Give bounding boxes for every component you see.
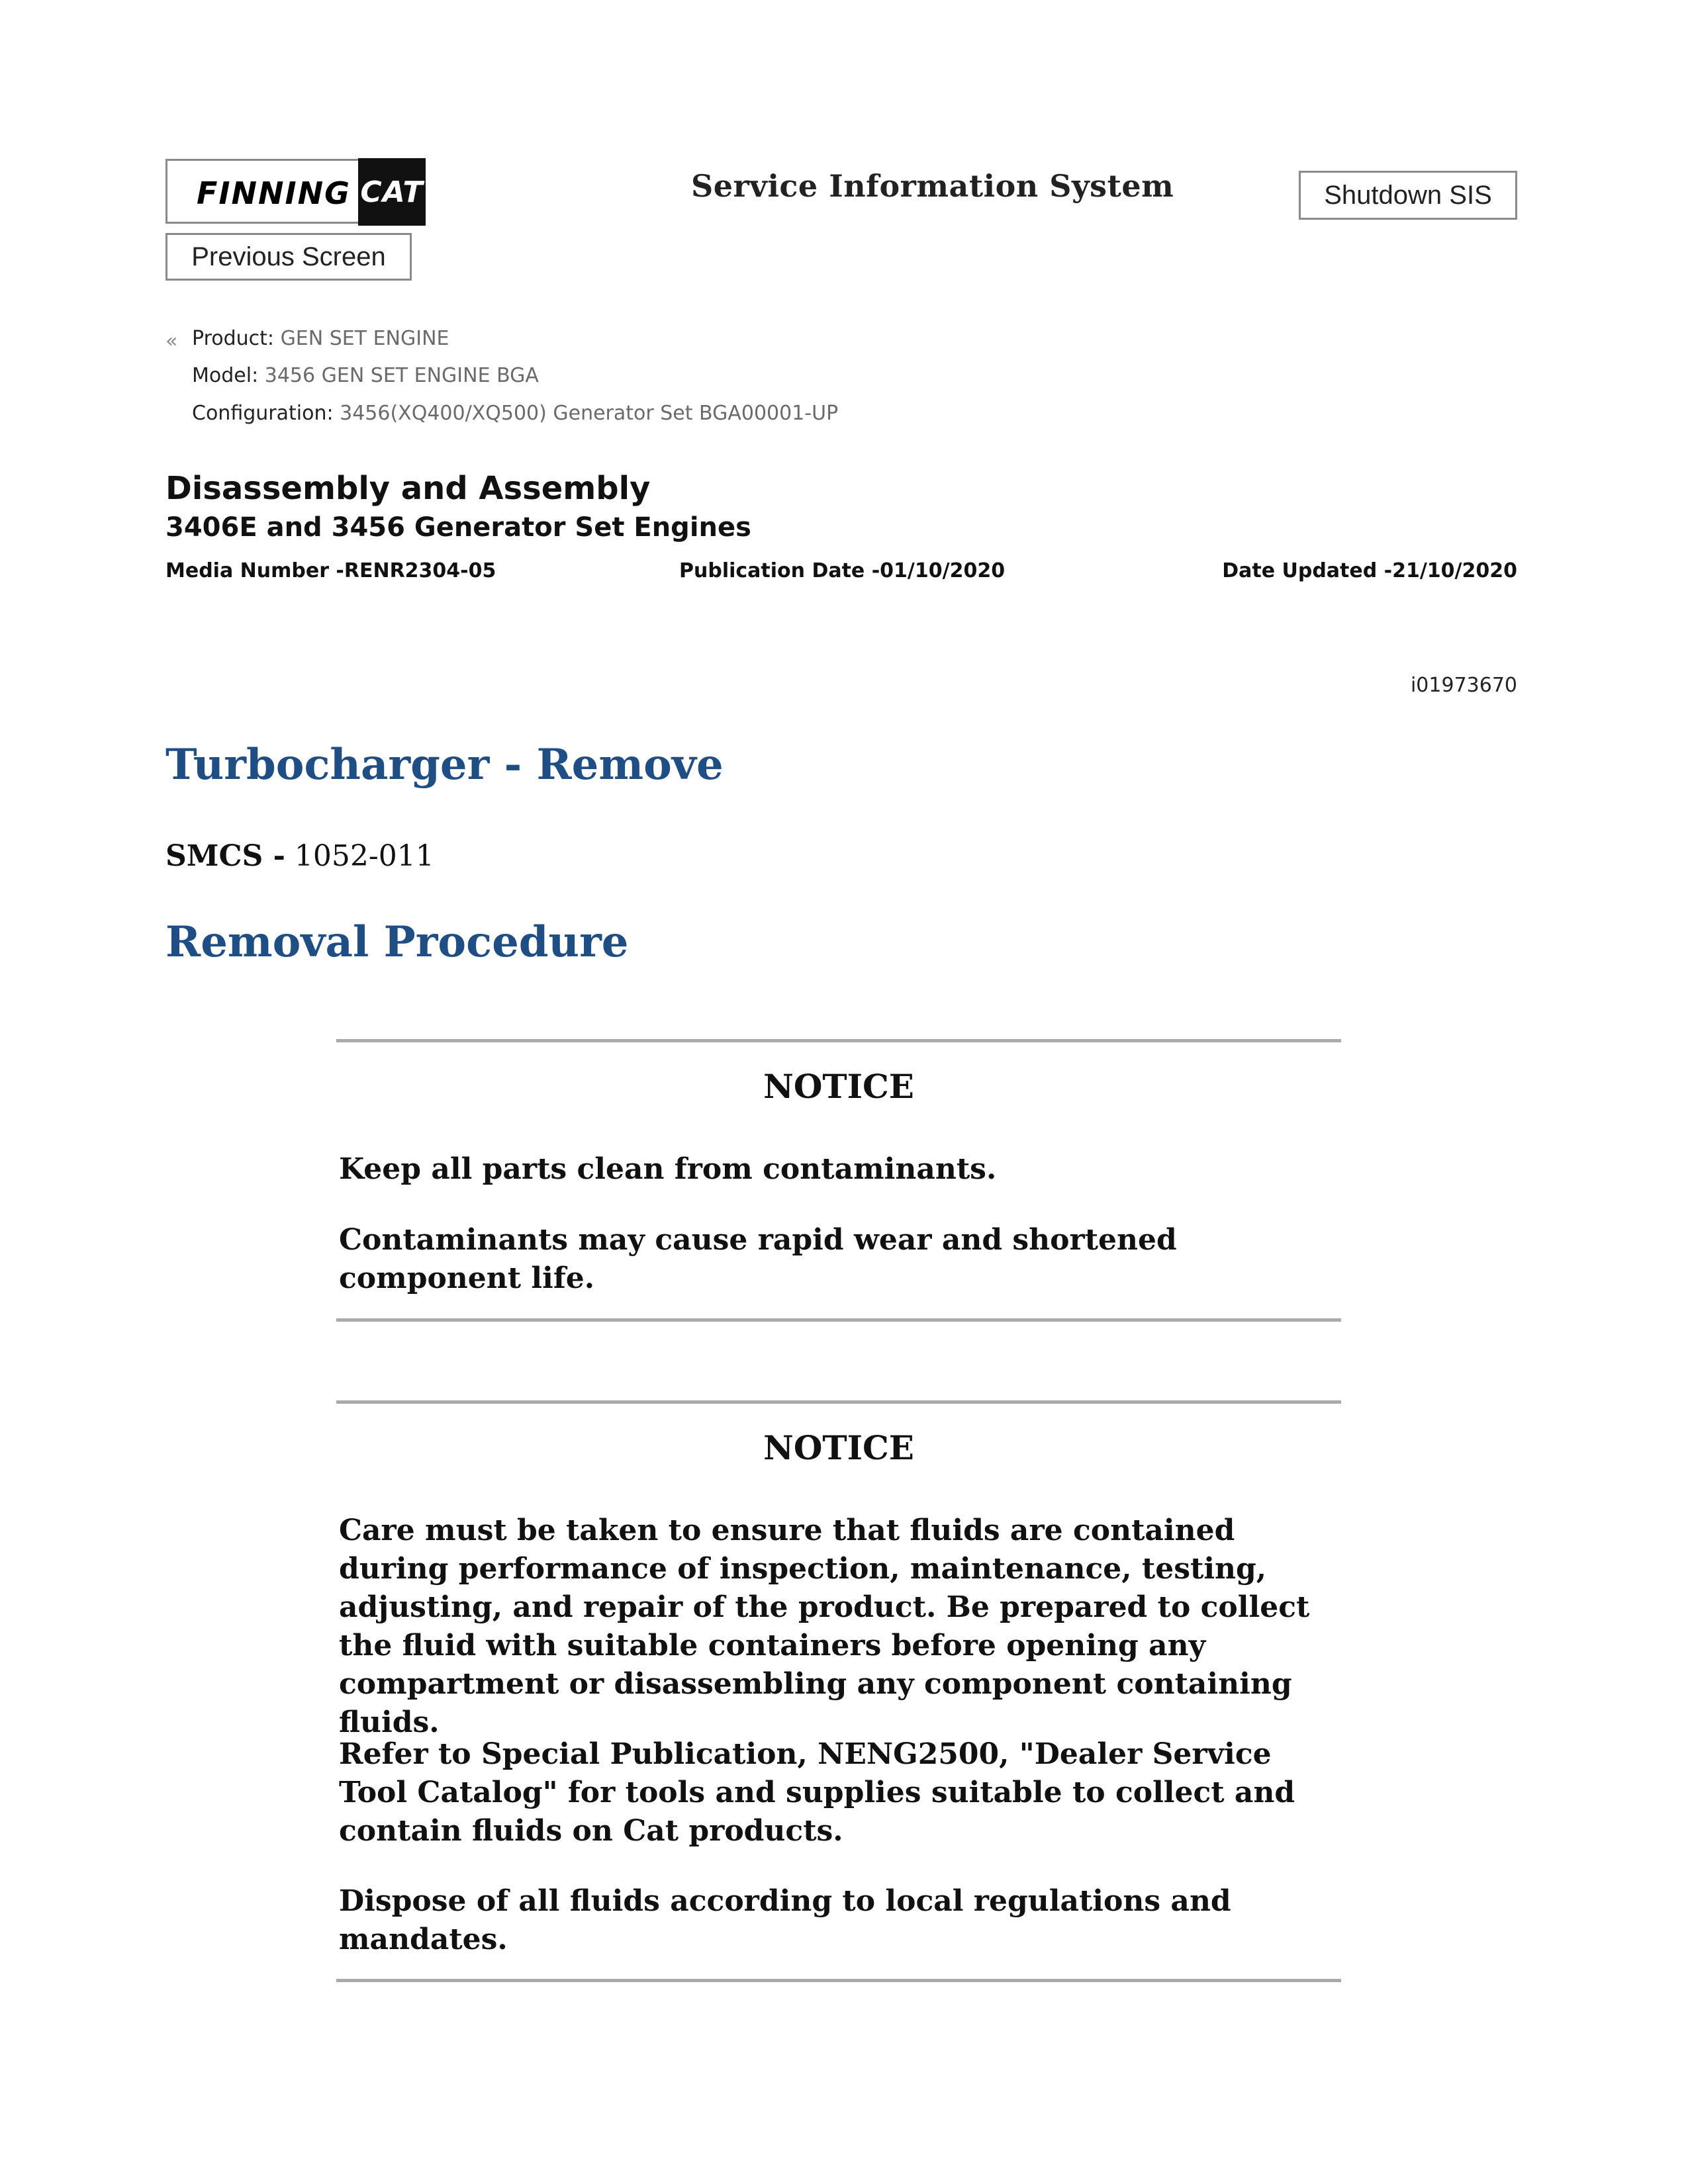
configuration-row bbox=[192, 402, 838, 425]
notice-paragraph: Keep all parts clean from contaminants. bbox=[339, 1152, 997, 1186]
notice-bottom-rule bbox=[336, 1318, 1341, 1322]
document-id: i01973670 bbox=[1410, 674, 1517, 697]
product-label: Product: bbox=[192, 327, 275, 350]
product-value: GEN SET ENGINE bbox=[280, 327, 449, 350]
finning-cat-logo bbox=[165, 159, 425, 224]
logo-text: FINNING bbox=[197, 175, 351, 211]
cat-badge-text: CAT bbox=[360, 175, 424, 209]
cat-badge bbox=[358, 158, 426, 226]
model-row bbox=[192, 364, 539, 387]
model-label: Model: bbox=[192, 364, 259, 387]
back-chevron-icon[interactable]: « bbox=[165, 330, 178, 353]
configuration-label: Configuration: bbox=[192, 402, 334, 425]
notice-paragraph: Care must be taken to ensure that fluids are contained during performance of inspection, maintenance, testing, adjusting, and repair of the product. Be prepared to collect the fluid with suitable containers before opening any compartment or disassembling any component containing fluids. bbox=[339, 1514, 1310, 1739]
notice-paragraph: Dispose of all fluids according to local regulations and mandates. bbox=[339, 1884, 1231, 1956]
media-number: Media Number -RENR2304-05 bbox=[165, 559, 496, 582]
configuration-value: 3456(XQ400/XQ500) Generator Set BGA00001-UP bbox=[340, 402, 839, 425]
date-updated: Date Updated -21/10/2020 bbox=[1222, 559, 1517, 582]
publication-date: Publication Date -01/10/2020 bbox=[679, 559, 1006, 582]
notice-title: NOTICE bbox=[763, 1067, 914, 1106]
product-row bbox=[192, 327, 449, 350]
document-subtitle: 3406E and 3456 Generator Set Engines bbox=[165, 512, 751, 543]
model-value: 3456 GEN SET ENGINE BGA bbox=[264, 364, 539, 387]
notice-paragraph: Refer to Special Publication, NENG2500, "Dealer Service Tool Catalog" for tools and supplies suitable to collect and contain fluids on Cat products. bbox=[339, 1737, 1295, 1848]
notice-bottom-rule bbox=[336, 1979, 1341, 1982]
notice-top-rule bbox=[336, 1400, 1341, 1404]
notice-title: NOTICE bbox=[763, 1428, 914, 1467]
system-title: Service Information System bbox=[691, 168, 1174, 204]
smcs-code bbox=[165, 839, 434, 873]
previous-screen-button[interactable]: Previous Screen bbox=[165, 233, 412, 281]
smcs-label: SMCS - bbox=[165, 839, 285, 873]
notice-paragraph: Contaminants may cause rapid wear and shortened component life. bbox=[339, 1223, 1177, 1295]
smcs-value: 1052-011 bbox=[294, 839, 434, 873]
page-heading: Turbocharger - Remove bbox=[165, 740, 724, 790]
document-title: Disassembly and Assembly bbox=[165, 470, 651, 507]
section-heading: Removal Procedure bbox=[165, 917, 629, 967]
shutdown-sis-button[interactable]: Shutdown SIS bbox=[1299, 171, 1517, 220]
notice-top-rule bbox=[336, 1039, 1341, 1042]
